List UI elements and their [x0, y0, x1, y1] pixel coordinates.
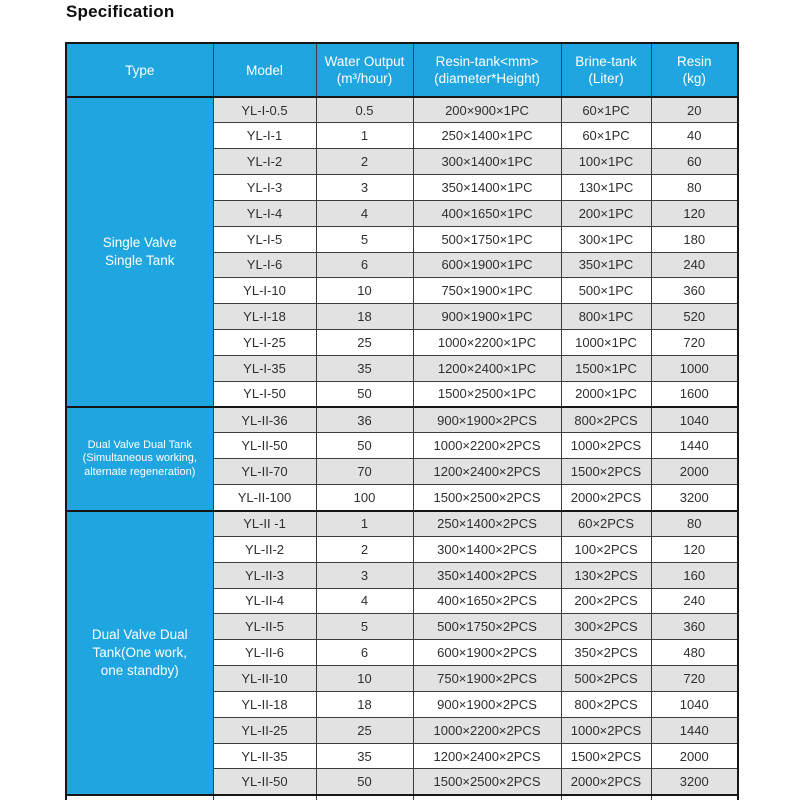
- type-label-line: (Simultaneous working,: [82, 452, 197, 465]
- resin-tank-cell: 1500×2500×2PCS: [413, 769, 561, 795]
- brine-tank-cell: 350×2PCS: [561, 640, 651, 666]
- resin-cell: 160: [651, 562, 738, 588]
- resin-tank-cell: 600×1900×2PCS: [413, 640, 561, 666]
- model-cell: YL-I-2: [213, 149, 316, 175]
- water-output-cell: 6: [316, 640, 413, 666]
- type-cell: [66, 407, 213, 510]
- model-cell: YL-II-2: [213, 536, 316, 562]
- brine-tank-cell: 2000×1PC: [561, 381, 651, 407]
- resin-cell: 360: [651, 614, 738, 640]
- resin-tank-cell: 250×1400×2PCS: [413, 511, 561, 537]
- water-output-cell: 2: [316, 149, 413, 175]
- column-header-line: (diameter*Height): [434, 71, 540, 86]
- column-header-water-output: [316, 43, 413, 97]
- resin-tank-cell: 600×1900×1PC: [413, 252, 561, 278]
- resin-tank-cell: 300×1400×1PC: [413, 149, 561, 175]
- type-label-line: Tank(One work,: [92, 644, 188, 660]
- model-cell: YL-I-4: [213, 200, 316, 226]
- model-cell: YL-I-5: [213, 226, 316, 252]
- column-header-resin: [651, 43, 738, 97]
- brine-tank-cell: 800×1PC: [561, 304, 651, 330]
- brine-tank-cell: 130×1PC: [561, 175, 651, 201]
- model-cell: YL-I-18: [213, 304, 316, 330]
- resin-cell: 80: [651, 511, 738, 537]
- resin-tank-cell: 400×1650×2PCS: [413, 588, 561, 614]
- model-cell: YL-II-50: [213, 433, 316, 459]
- type-cell: [66, 511, 213, 795]
- model-cell: YL-II -1: [213, 511, 316, 537]
- water-output-cell: 100: [316, 485, 413, 511]
- clipped-next-row: [66, 795, 738, 800]
- resin-cell: 720: [651, 330, 738, 356]
- resin-cell: 1440: [651, 717, 738, 743]
- resin-cell: 520: [651, 304, 738, 330]
- resin-cell: 3200: [651, 485, 738, 511]
- type-cell: [66, 97, 213, 407]
- brine-tank-cell: 350×1PC: [561, 252, 651, 278]
- water-output-cell: 70: [316, 459, 413, 485]
- water-output-cell: 50: [316, 769, 413, 795]
- water-output-cell: 50: [316, 381, 413, 407]
- brine-tank-cell: 1000×1PC: [561, 330, 651, 356]
- resin-tank-cell: 500×1750×2PCS: [413, 614, 561, 640]
- brine-tank-cell: 1500×1PC: [561, 355, 651, 381]
- water-output-cell: 18: [316, 304, 413, 330]
- model-cell: YL-I-0.5: [213, 97, 316, 123]
- resin-tank-cell: 900×1900×2PCS: [413, 691, 561, 717]
- model-cell: YL-I-50: [213, 381, 316, 407]
- brine-tank-cell: 500×2PCS: [561, 666, 651, 692]
- header-row: [66, 43, 738, 97]
- spec-table: [65, 42, 739, 800]
- model-cell: YL-II-3: [213, 562, 316, 588]
- type-label-line: alternate regeneration): [84, 465, 196, 478]
- resin-cell: 720: [651, 666, 738, 692]
- water-output-cell: 4: [316, 200, 413, 226]
- brine-tank-cell: 100×2PCS: [561, 536, 651, 562]
- brine-tank-cell: 60×1PC: [561, 97, 651, 123]
- resin-cell: 240: [651, 588, 738, 614]
- model-cell: YL-I-6: [213, 252, 316, 278]
- resin-tank-cell: 400×1650×1PC: [413, 200, 561, 226]
- water-output-cell: 36: [316, 407, 413, 433]
- model-cell: YL-II-100: [213, 485, 316, 511]
- resin-cell: 3200: [651, 769, 738, 795]
- table-row: [66, 97, 738, 123]
- resin-cell: 1440: [651, 433, 738, 459]
- brine-tank-cell: 130×2PCS: [561, 562, 651, 588]
- resin-tank-cell: 900×1900×2PCS: [413, 407, 561, 433]
- column-header-line: (Liter): [588, 71, 624, 86]
- brine-tank-cell: 800×2PCS: [561, 691, 651, 717]
- water-output-cell: 5: [316, 226, 413, 252]
- resin-tank-cell: 750×1900×2PCS: [413, 666, 561, 692]
- water-output-cell: 1: [316, 511, 413, 537]
- column-header-line: Type: [125, 62, 155, 78]
- water-output-cell: 6: [316, 252, 413, 278]
- water-output-cell: 35: [316, 355, 413, 381]
- brine-tank-cell: 800×2PCS: [561, 407, 651, 433]
- column-header-model: [213, 43, 316, 97]
- type-label-line: Dual Valve Dual Tank: [87, 438, 192, 451]
- water-output-cell: 4: [316, 588, 413, 614]
- table-row: [66, 511, 738, 537]
- column-header-line: Model: [246, 62, 283, 78]
- resin-tank-cell: 250×1400×1PC: [413, 123, 561, 149]
- type-label-line: Single Valve: [102, 235, 177, 251]
- resin-cell: 80: [651, 175, 738, 201]
- model-cell: YL-II-4: [213, 588, 316, 614]
- resin-cell: 2000: [651, 743, 738, 769]
- clipped-cell: [651, 795, 738, 800]
- brine-tank-cell: 2000×2PCS: [561, 769, 651, 795]
- brine-tank-cell: 100×1PC: [561, 149, 651, 175]
- column-header-line: (m³/hour): [336, 71, 393, 86]
- column-header-resin-tank: [413, 43, 561, 97]
- model-cell: YL-I-10: [213, 278, 316, 304]
- spec-table-body: [66, 97, 738, 800]
- resin-cell: 1040: [651, 407, 738, 433]
- page-title: Specification: [66, 2, 175, 21]
- water-output-cell: 10: [316, 666, 413, 692]
- type-label-line: one standby): [100, 662, 179, 678]
- resin-tank-cell: 1000×2200×2PCS: [413, 717, 561, 743]
- resin-cell: 480: [651, 640, 738, 666]
- column-header-line: Resin-tank<mm>: [435, 54, 539, 69]
- resin-tank-cell: 1200×2400×2PCS: [413, 743, 561, 769]
- column-header-line: (kg): [682, 71, 706, 86]
- resin-tank-cell: 300×1400×2PCS: [413, 536, 561, 562]
- resin-cell: 1600: [651, 381, 738, 407]
- brine-tank-cell: 300×1PC: [561, 226, 651, 252]
- brine-tank-cell: 1500×2PCS: [561, 459, 651, 485]
- column-header-line: Water Output: [324, 54, 405, 69]
- model-cell: YL-II-10: [213, 666, 316, 692]
- clipped-cell: [413, 795, 561, 800]
- column-header-type: [66, 43, 213, 97]
- resin-cell: 2000: [651, 459, 738, 485]
- resin-tank-cell: 350×1400×2PCS: [413, 562, 561, 588]
- column-header-line: Resin: [676, 54, 712, 69]
- model-cell: YL-II-50: [213, 769, 316, 795]
- model-cell: YL-I-35: [213, 355, 316, 381]
- model-cell: YL-II-25: [213, 717, 316, 743]
- model-cell: YL-II-5: [213, 614, 316, 640]
- resin-cell: 240: [651, 252, 738, 278]
- water-output-cell: 1: [316, 123, 413, 149]
- brine-tank-cell: 200×1PC: [561, 200, 651, 226]
- model-cell: YL-II-36: [213, 407, 316, 433]
- resin-cell: 120: [651, 536, 738, 562]
- type-label-line: Dual Valve Dual: [91, 626, 188, 642]
- column-header-brine-tank: [561, 43, 651, 97]
- water-output-cell: 25: [316, 717, 413, 743]
- water-output-cell: 25: [316, 330, 413, 356]
- water-output-cell: 5: [316, 614, 413, 640]
- water-output-cell: 0.5: [316, 97, 413, 123]
- model-cell: YL-I-3: [213, 175, 316, 201]
- clipped-cell: [561, 795, 651, 800]
- resin-cell: 1000: [651, 355, 738, 381]
- model-cell: YL-II-6: [213, 640, 316, 666]
- model-cell: YL-I-25: [213, 330, 316, 356]
- table-row: [66, 407, 738, 433]
- resin-tank-cell: 1000×2200×2PCS: [413, 433, 561, 459]
- brine-tank-cell: 2000×2PCS: [561, 485, 651, 511]
- brine-tank-cell: 300×2PCS: [561, 614, 651, 640]
- brine-tank-cell: 60×1PC: [561, 123, 651, 149]
- water-output-cell: 2: [316, 536, 413, 562]
- resin-tank-cell: 750×1900×1PC: [413, 278, 561, 304]
- water-output-cell: 35: [316, 743, 413, 769]
- type-label-line: Single Tank: [104, 253, 175, 269]
- resin-cell: 60: [651, 149, 738, 175]
- resin-tank-cell: 350×1400×1PC: [413, 175, 561, 201]
- brine-tank-cell: 200×2PCS: [561, 588, 651, 614]
- resin-tank-cell: 900×1900×1PC: [413, 304, 561, 330]
- resin-tank-cell: 1200×2400×1PC: [413, 355, 561, 381]
- resin-cell: 120: [651, 200, 738, 226]
- brine-tank-cell: 1500×2PCS: [561, 743, 651, 769]
- clipped-cell: [213, 795, 316, 800]
- model-cell: YL-II-18: [213, 691, 316, 717]
- brine-tank-cell: 500×1PC: [561, 278, 651, 304]
- water-output-cell: 3: [316, 175, 413, 201]
- resin-tank-cell: 1500×2500×1PC: [413, 381, 561, 407]
- resin-cell: 40: [651, 123, 738, 149]
- resin-tank-cell: 1500×2500×2PCS: [413, 485, 561, 511]
- resin-cell: 1040: [651, 691, 738, 717]
- water-output-cell: 18: [316, 691, 413, 717]
- model-cell: YL-I-1: [213, 123, 316, 149]
- resin-tank-cell: 500×1750×1PC: [413, 226, 561, 252]
- clipped-cell: [66, 795, 213, 800]
- clipped-cell: [316, 795, 413, 800]
- resin-cell: 180: [651, 226, 738, 252]
- water-output-cell: 10: [316, 278, 413, 304]
- water-output-cell: 3: [316, 562, 413, 588]
- resin-tank-cell: 200×900×1PC: [413, 97, 561, 123]
- resin-cell: 20: [651, 97, 738, 123]
- model-cell: YL-II-70: [213, 459, 316, 485]
- brine-tank-cell: 1000×2PCS: [561, 433, 651, 459]
- resin-tank-cell: 1000×2200×1PC: [413, 330, 561, 356]
- model-cell: YL-II-35: [213, 743, 316, 769]
- resin-tank-cell: 1200×2400×2PCS: [413, 459, 561, 485]
- brine-tank-cell: 1000×2PCS: [561, 717, 651, 743]
- brine-tank-cell: 60×2PCS: [561, 511, 651, 537]
- resin-cell: 360: [651, 278, 738, 304]
- water-output-cell: 50: [316, 433, 413, 459]
- column-header-line: Brine-tank: [575, 54, 637, 69]
